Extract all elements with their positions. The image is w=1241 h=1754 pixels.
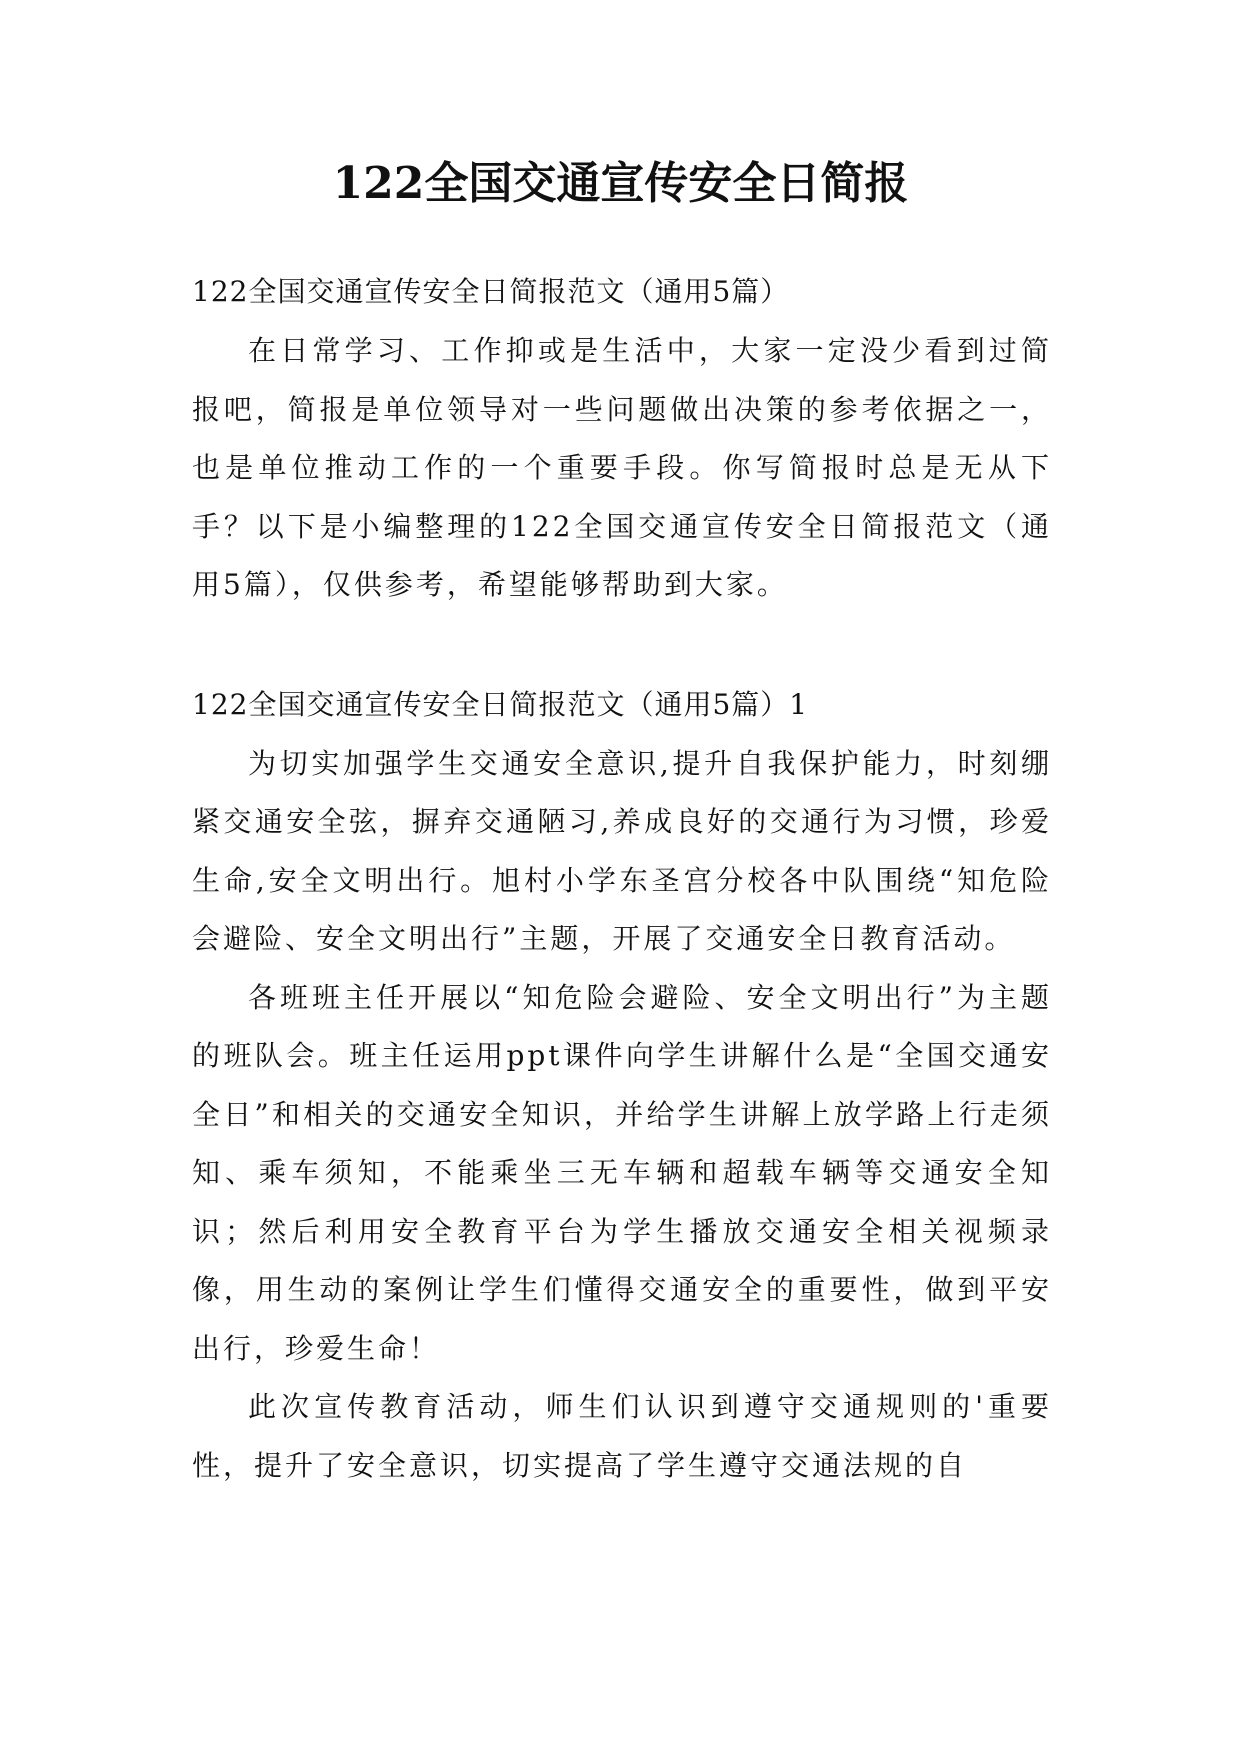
section-article-1 — [192, 675, 1052, 1496]
section-intro — [192, 262, 1052, 615]
section-heading: 122全国交通宣传安全日简报范文（通用5篇）1 — [192, 687, 809, 721]
section-heading: 122全国交通宣传安全日简报范文（通用5篇） — [192, 275, 790, 308]
paragraph: 此次宣传教育活动，师生们认识到遵守交通规则的'重要性，提升了安全意识，切实提高了学生遵守交通法规的自 — [192, 1390, 1052, 1482]
section-spacer — [192, 615, 1052, 675]
document-body — [192, 262, 1052, 1495]
paragraph: 在日常学习、工作抑或是生活中，大家一定没少看到过简报吧，简报是单位领导对一些问题做出决策的参考依据之一，也是单位推动工作的一个重要手段。你写简报时总是无从下手？以下是小编整理的122全国交通宣传安全日简报范文（通用5篇），仅供参考，希望能够帮助到大家。 — [192, 334, 1052, 601]
paragraph: 为切实加强学生交通安全意识,提升自我保护能力，时刻绷紧交通安全弦，摒弃交通陋习,养成良好的交通行为习惯，珍爱生命,安全文明出行。旭村小学东圣宫分校各中队围绕“知危险会避险、安全文明出行”主题，开展了交通安全日教育活动。 — [192, 746, 1052, 955]
document-title: 122全国交通宣传安全日简报 — [332, 158, 909, 209]
paragraph: 各班班主任开展以“知危险会避险、安全文明出行”为主题的班队会。班主任运用ppt课件向学生讲解什么是“全国交通安全日”和相关的交通安全知识，并给学生讲解上放学路上行走须知、乘车须知，不能乘坐三无车辆和超载车辆等交通安全知识；然后利用安全教育平台为学生播放交通安全相关视频录像，用生动的案例让学生们懂得交通安全的重要性，做到平安出行，珍爱生命！ — [192, 980, 1052, 1365]
